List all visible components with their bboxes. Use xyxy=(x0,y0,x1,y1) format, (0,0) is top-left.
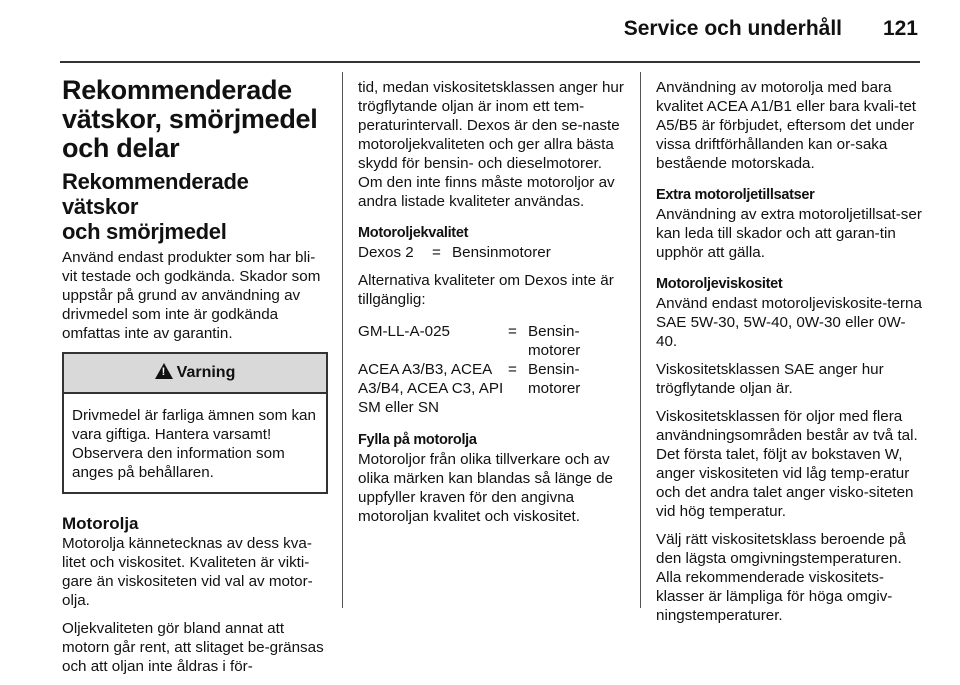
intro-paragraph: Använd endast produkter som har bli-vit testade och godkända. Skador som uppstår på grund av användning av drivmedel som inte är godkända omfattas inte av garantin. xyxy=(62,249,321,342)
dexos-equals: = xyxy=(432,244,441,261)
warning-body: Drivmedel är farliga ämnen som kan vara giftiga. Hantera varsamt! Observera den information som anges på behållaren. xyxy=(72,407,316,481)
column-3 xyxy=(656,78,926,634)
viscosity-paragraph-2: Viskositetsklassen SAE anger hur trögflytande oljan är. xyxy=(656,361,884,397)
spec-equals: = xyxy=(508,361,517,378)
dexos-key: Dexos 2 xyxy=(358,244,414,261)
warning-title: Varning xyxy=(176,364,236,381)
column-1 xyxy=(62,76,328,685)
spec-name: ACEA A3/B3, ACEA A3/B4, ACEA C3, API SM eller SN xyxy=(358,361,504,416)
viscosity-paragraph-3: Viskositetsklassen för oljor med flera användningsområden består av två tal. Det första talet, följt av bokstaven W, anger viskositeten vid låg temp-eratur och det andra talet anger visko-siteten vid hög temperatur. xyxy=(656,408,918,520)
section-title: Service och underhåll xyxy=(623,17,842,40)
page-header xyxy=(0,14,960,54)
warning-triangle-icon: ! xyxy=(155,363,173,379)
header-rule xyxy=(60,61,920,63)
warning-header xyxy=(64,354,326,394)
column-divider-1 xyxy=(342,72,343,608)
additives-paragraph: Användning av extra motoroljetillsat-ser kan leda till skador och att garan-tin upphör att gälla. xyxy=(656,206,922,261)
viscosity-paragraph-1: Använd endast motoroljeviskosite-terna SAE 5W-30, 5W-40, 0W-30 eller 0W-40. xyxy=(656,295,922,350)
dexos-value: Bensinmotorer xyxy=(452,244,551,261)
spec-equals: = xyxy=(508,323,517,340)
quality-paragraph: tid, medan viskositetsklassen anger hur trögflytande oljan är inom ett tem-peraturintervall. Dexos är den se-naste motoroljekvaliteten och ger allra bästa skydd för bensin- och dieselmotorer. Om den inte finns måste motoroljor av andra listade kvaliteter användas. xyxy=(358,79,624,210)
column-2 xyxy=(358,78,628,535)
page-number: 121 xyxy=(882,17,918,40)
viscosity-paragraph-4: Välj rätt viskositetsklass beroende på den lägsta omgivningstemperaturen. Alla rekommenderade viskositets-klasser är lämpliga för höga omgiv-ningstemperaturer. xyxy=(656,531,906,624)
dexos-row xyxy=(358,243,628,262)
warning-box xyxy=(62,352,328,494)
spec-table xyxy=(358,322,628,417)
spec-value: Bensin-motorer xyxy=(528,361,581,397)
additives-heading: Extra motoroljetillsatser xyxy=(656,187,815,203)
chapter-heading: Rekommenderade vätskor, smörjmedel och delar xyxy=(62,75,318,163)
spec-value: Bensin-motorer xyxy=(528,323,581,359)
column-divider-2 xyxy=(640,72,641,608)
acea-paragraph: Användning av motorolja med bara kvalitet ACEA A1/B1 eller bara kvali-tet A5/B5 är förbjudet, eftersom det under vissa driftförhållanden kan or-saka bestående motorskada. xyxy=(656,79,917,172)
motorolja-heading: Motorolja xyxy=(62,514,139,533)
spec-name: GM-LL-A-025 xyxy=(358,323,451,340)
quality-heading: Motoroljekvalitet xyxy=(358,225,469,241)
fill-paragraph: Motoroljor från olika tillverkare och av olika märken kan blandas så länge de uppfyller kraven för den angivna motoroljan kvalitet och viskositet. xyxy=(358,451,613,525)
section-heading: Rekommenderade vätskor och smörjmedel xyxy=(62,169,249,244)
motorolja-paragraph-1: Motorolja kännetecknas av dess kva-litet och viskositet. Kvaliteten är vikti-gare än viskositeten vid val av motor-olja. xyxy=(62,535,313,609)
viscosity-heading: Motoroljeviskositet xyxy=(656,276,783,292)
motorolja-paragraph-2: Oljekvaliteten gör bland annat att motorn går rent, att slitaget be-gränsas och att oljan inte åldras i för- xyxy=(62,620,324,675)
alternative-text: Alternativa kvaliteter om Dexos inte är tillgänglig: xyxy=(358,272,614,308)
fill-heading: Fylla på motorolja xyxy=(358,432,477,448)
